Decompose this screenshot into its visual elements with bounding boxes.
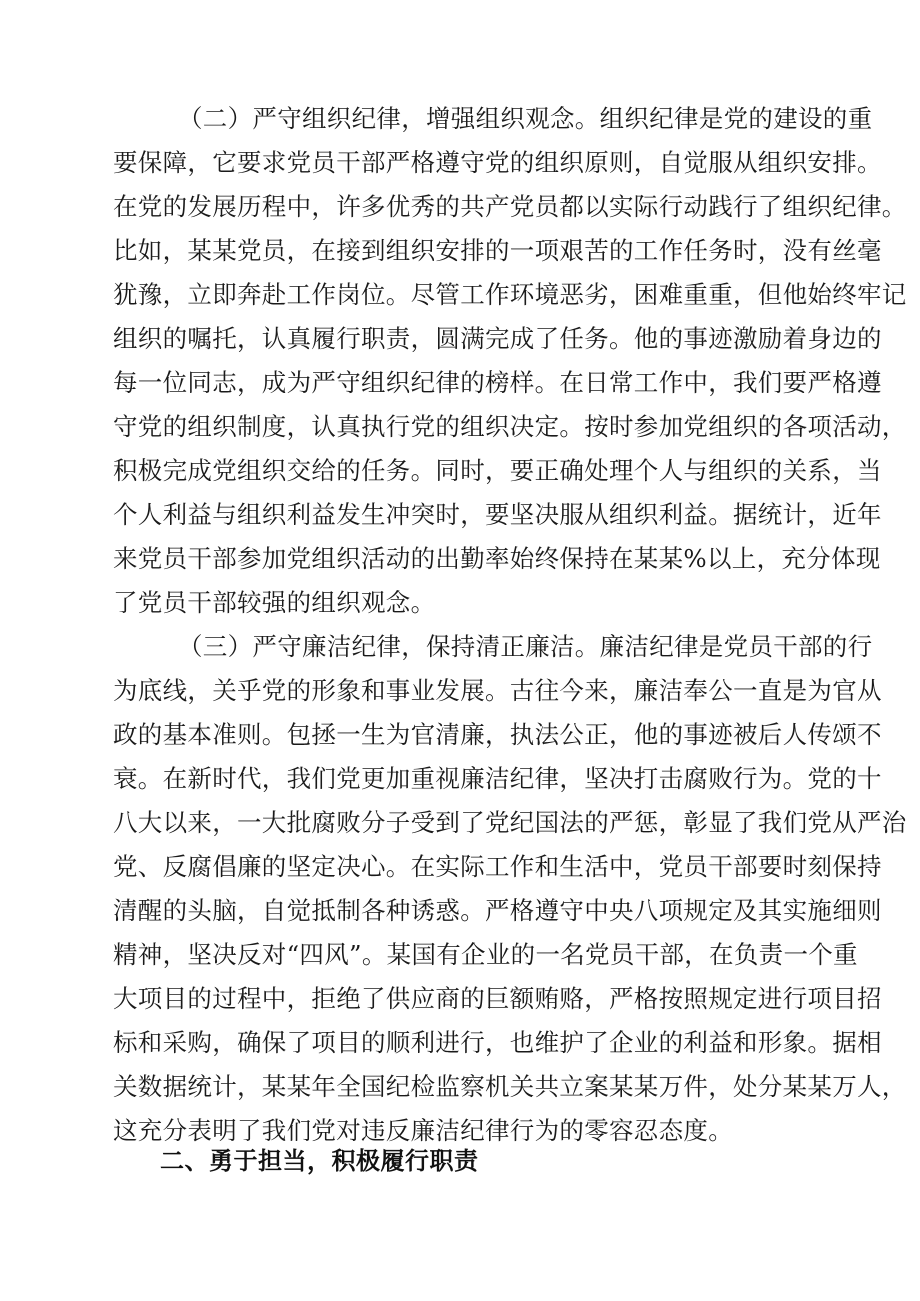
paragraph-line: 大项目的过程中，拒绝了供应商的巨额贿赂，严格按照规定进行项目招 xyxy=(113,984,882,1013)
paragraph-line: 八大以来，一大批腐败分子受到了党纪国法的严惩，彰显了我们党从严治 xyxy=(113,808,907,837)
paragraph-line: 了党员干部较强的组织观念。 xyxy=(113,588,436,617)
paragraph-line: 政的基本准则。包拯一生为官清廉，执法公正，他的事迹被后人传颂不 xyxy=(113,720,882,749)
paragraph-line: （三）严守廉洁纪律，保持清正廉洁。廉洁纪律是党员干部的行 xyxy=(178,632,873,661)
paragraph-line: 党、反腐倡廉的坚定决心。在实际工作和生活中，党员干部要时刻保持 xyxy=(113,852,882,881)
paragraph-line: 来党员干部参加党组织活动的出勤率始终保持在某某%以上，充分体现 xyxy=(113,544,881,573)
paragraph-line: 关数据统计，某某年全国纪检监察机关共立案某某万件，处分某某万人， xyxy=(113,1072,907,1101)
paragraph-line: 要保障，它要求党员干部严格遵守党的组织原则，自觉服从组织安排。 xyxy=(113,148,882,177)
paragraph-line: 精神，坚决反对“四风”。某国有企业的一名党员干部，在负责一个重 xyxy=(113,940,858,969)
paragraph-line: 犹豫，立即奔赴工作岗位。尽管工作环境恶劣，困难重重，但他始终牢记 xyxy=(113,280,907,309)
paragraph-line: 衰。在新时代，我们党更加重视廉洁纪律，坚决打击腐败行为。党的十 xyxy=(113,764,882,793)
paragraph-line: 每一位同志，成为严守组织纪律的榜样。在日常工作中，我们要严格遵 xyxy=(113,368,882,397)
paragraph-line: 个人利益与组织利益发生冲突时，要坚决服从组织利益。据统计，近年 xyxy=(113,500,882,529)
paragraph-line: 清醒的头脑，自觉抵制各种诱惑。严格遵守中央八项规定及其实施细则 xyxy=(113,896,882,925)
paragraph-line: 比如，某某党员，在接到组织安排的一项艰苦的工作任务时，没有丝毫 xyxy=(113,236,882,265)
paragraph-line: 标和采购，确保了项目的顺利进行，也维护了企业的利益和形象。据相 xyxy=(113,1028,882,1057)
paragraph-line: （二）严守组织纪律，增强组织观念。组织纪律是党的建设的重 xyxy=(178,104,873,133)
paragraph-line: 为底线，关乎党的形象和事业发展。古往今来，廉洁奉公一直是为官从 xyxy=(113,676,882,705)
paragraph-line: 在党的发展历程中，许多优秀的共产党员都以实际行动践行了组织纪律。 xyxy=(113,192,907,221)
paragraph-line: 积极完成党组织交给的任务。同时，要正确处理个人与组织的关系，当 xyxy=(113,456,882,485)
paragraph-line: 守党的组织制度，认真执行党的组织决定。按时参加党组织的各项活动， xyxy=(113,412,907,441)
paragraph-line: 组织的嘱托，认真履行职责，圆满完成了任务。他的事迹激励着身边的 xyxy=(113,324,882,353)
paragraph-line: 这充分表明了我们党对违反廉洁纪律行为的零容忍态度。 xyxy=(113,1116,733,1145)
section-heading: 二、勇于担当，积极履行职责 xyxy=(160,1147,479,1175)
